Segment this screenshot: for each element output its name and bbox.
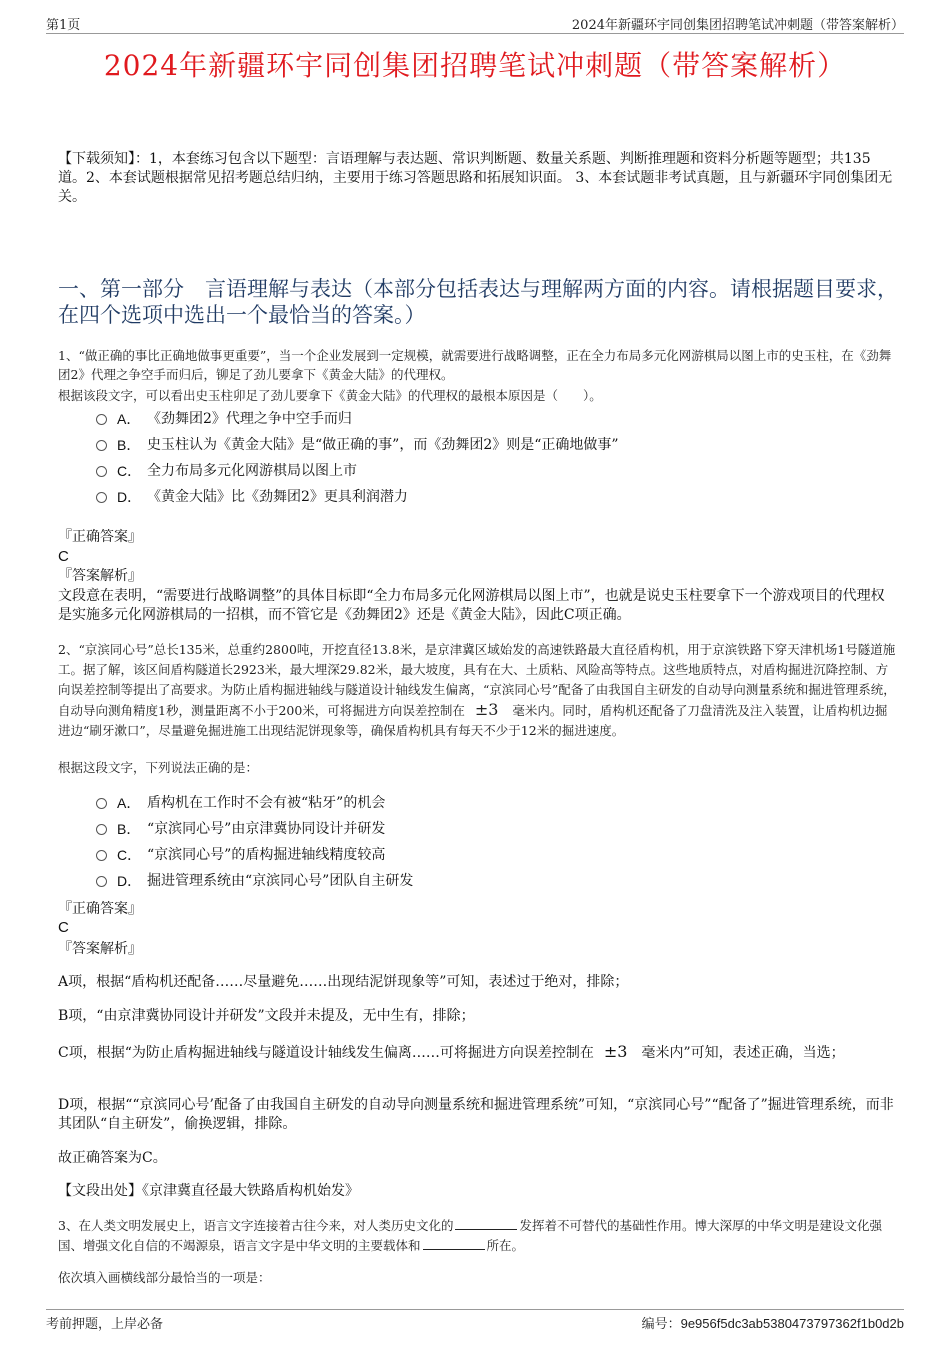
radio-icon[interactable] [96, 824, 107, 835]
radio-icon[interactable] [96, 492, 107, 503]
question-3-stem: 3、在人类文明发展史上，语言文字连接着古往今来，对人类历史文化的 发挥着不可替代的基础性作用。博大深厚的中华文明是建设文化强国、增强文化自信的不竭源泉，语言文字是中华文明的主要载体和 所在。 [58, 1218, 882, 1253]
analysis-a-line: A项，根据“盾构机还配备……尽量避免……出现结泥饼现象等”可知，表述过于绝对，排除； [58, 974, 629, 990]
radio-icon[interactable] [96, 876, 107, 887]
analysis-b-line: B项，“由京津冀协同设计并研发”文段并未提及，无中生有，排除； [58, 1008, 475, 1024]
analysis-d-line: D项，根据““京滨同心号’配备了由我国自主研发的自动导向测量系统和掘进管理系统”可知，“京滨同心号”“配备了”掘进管理系统，而非其团队“自主研发”，偷换逻辑，排除。 [58, 1097, 894, 1132]
question-2-answer: C [58, 919, 69, 936]
page-header [46, 14, 904, 32]
question-1-options [96, 406, 619, 510]
question-1-option-b[interactable]: B． 史玉柱认为《黄金大陆》是“做正确的事”，而《劲舞团2》则是“正确地做事” [96, 432, 619, 458]
question-2-option-a[interactable]: A． 盾构机在工作时不会有被“粘牙”的机会 [96, 790, 413, 816]
question-2-stem: 2、“京滨同心号”总长135米，总重约2800吨，开挖直径13.8米，是京津冀区域始发的高速铁路最大直径盾构机，用于京滨铁路下穿天津机场1号隧道施工。据了解，该区间盾构隧道长2923米，最大埋深29.82米，最大坡度，具有在大、土质粘、风险高等特点。这些地质特点，对盾构掘进沉降控制、方向误差控制等提出了高要求。为防止盾构掘进轴线与隧道设计轴线发生偏离，“京滨同心号”配备了由我国自主研发的自动导向测量系统和掘进管理系统，自动导向测角精度1秒，测量距离不小于200米，可将掘进方向误差控制在 ±3 毫米内。同时，盾构机还配备了刀盘清洗及注入装置，让盾构机边掘进边“刷牙漱口”，尽量避免掘进施工出现结泥饼现象等，确保盾构机具有每天不少于12米的掘进速度。 [58, 642, 896, 738]
question-3-prompt: 依次填入画横线部分最恰当的一项是： [58, 1270, 271, 1285]
question-2-option-c[interactable]: C． “京滨同心号”的盾构掘进轴线精度较高 [96, 842, 413, 868]
question-1-analysis-label: 『答案解析』 [58, 568, 142, 584]
radio-icon[interactable] [96, 414, 107, 425]
question-2-option-b[interactable]: B． “京滨同心号”由京津冀协同设计并研发 [96, 816, 413, 842]
plus-minus-value: ±3 [474, 700, 499, 719]
source-note: 【文段出处】《京津冀直径最大铁路盾构机始发》 [58, 1183, 359, 1199]
question-2-options [96, 790, 413, 894]
header-divider [46, 33, 904, 34]
footer-code: 编号：9e956f5dc3ab5380473797362f1b0d2b [641, 1316, 904, 1332]
plus-minus-value: ±3 [603, 1042, 628, 1061]
question-1-analysis: 文段意在表明，“需要进行战略调整”的具体目标即“全力布局多元化网游棋局以图上市”，也就是说史玉柱要拿下一个游戏项目的代理权是实施多元化网游棋局的一招棋，而不管它是《劲舞团2》还是《黄金大陆》，因此C项正确。 [58, 588, 885, 623]
question-2-option-d[interactable]: D． 掘进管理系统由“京滨同心号”团队自主研发 [96, 868, 413, 894]
footer-divider [46, 1309, 904, 1310]
question-1-stem: 1、“做正确的事比正确地做事更重要”，当一个企业发展到一定规模，就需要进行战略调整，正在全力布局多元化网游棋局以图上市的史玉柱，在《劲舞团2》代理之争空手而归后，铆足了劲儿要拿下《黄金大陆》的代理权。 [58, 348, 892, 382]
question-1-option-d[interactable]: D． 《黄金大陆》比《劲舞团2》更具利润潜力 [96, 484, 619, 510]
section-heading: 一、第一部分 言语理解与表达（本部分包括表达与理解两方面的内容。请根据题目要求，在四个选项中选出一个最恰当的答案。） [58, 277, 898, 327]
question-1-answer: C [58, 548, 69, 565]
radio-icon[interactable] [96, 466, 107, 477]
fill-blank[interactable] [423, 1239, 485, 1250]
question-2-analysis-label: 『答案解析』 [58, 941, 142, 957]
page-title: 2024年新疆环宇同创集团招聘笔试冲刺题（带答案解析） [103, 49, 847, 82]
question-1-prompt: 根据该段文字，可以看出史玉柱卯足了劲儿要拿下《黄金大陆》的代理权的最根本原因是（ ）。 [58, 388, 602, 403]
page-number: 第1页 [46, 18, 81, 33]
analysis-c-line: C项，根据“为防止盾构掘进轴线与隧道设计轴线发生偏离……可将掘进方向误差控制在 ±3 毫米内”可知，表述正确，当选； [58, 1042, 845, 1061]
download-notice: 【下载须知】：1，本套练习包含以下题型：言语理解与表达题、常识判断题、数量关系题、判断推理题和资料分析题等题型；共135道。2、本套试题根据常见招考题总结归纳，主要用于练习答题思路和拓展知识面。 3、本套试题非考试真题，且与新疆环宇同创集团无关。 [58, 151, 893, 205]
fill-blank[interactable] [455, 1219, 517, 1230]
footer-slogan: 考前押题，上岸必备 [46, 1317, 164, 1332]
radio-icon[interactable] [96, 798, 107, 809]
analysis-conclusion: 故正确答案为C。 [58, 1150, 167, 1166]
radio-icon[interactable] [96, 850, 107, 861]
question-1-option-a[interactable]: A． 《劲舞团2》代理之争中空手而归 [96, 406, 619, 432]
question-1-option-c[interactable]: C． 全力布局多元化网游棋局以图上市 [96, 458, 619, 484]
question-2-answer-label: 『正确答案』 [58, 901, 142, 917]
question-1-answer-label: 『正确答案』 [58, 529, 142, 545]
question-2-prompt: 根据这段文字，下列说法正确的是： [58, 760, 259, 775]
header-doc-title: 2024年新疆环宇同创集团招聘笔试冲刺题（带答案解析） [571, 18, 904, 33]
radio-icon[interactable] [96, 440, 107, 451]
